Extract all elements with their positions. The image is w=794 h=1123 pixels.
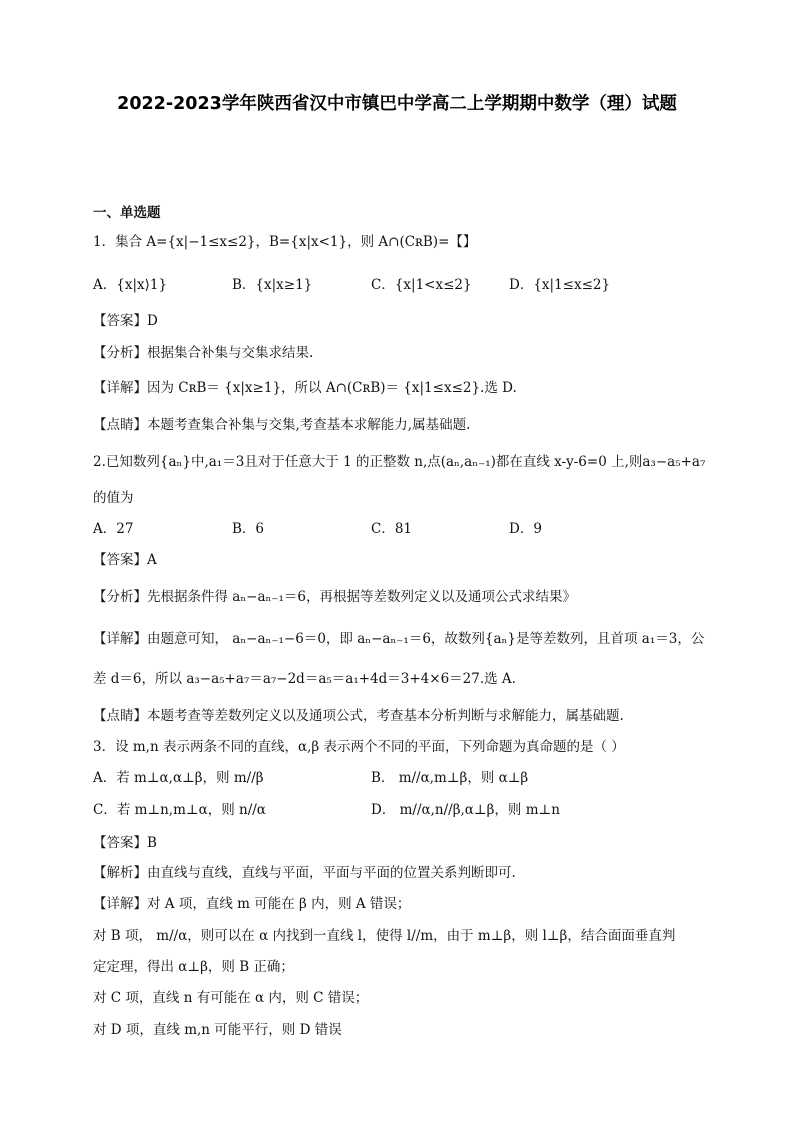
question-2-stem-cont: 的值为: [93, 490, 134, 506]
q1-option-d: D．{x|1≤x≤2}: [509, 277, 611, 293]
q3-detail-b: 对 B 项， m//α，则可以在 α 内找到一直线 l，使得 l//m，由于 m⊥β，则 l⊥β，结合面面垂直判: [93, 928, 676, 944]
q1-option-a: A．{x|x⟩1}: [93, 277, 168, 293]
q2-analysis: 【分析】先根据条件得 aₙ−aₙ₋₁＝6，再根据等差数列定义以及通项公式求结果》: [93, 589, 577, 605]
q1-comment: 【点睛】本题考查集合补集与交集,考查基本求解能力,属基础题.: [93, 417, 471, 433]
q2-detail: 【详解】由题意可知， aₙ−aₙ₋₁−6＝0，即 aₙ−aₙ₋₁＝6，故数列{aₙ}是等差数列，且首项 a₁＝3，公: [93, 631, 705, 647]
q3-option-b: B． m//α,m⊥β，则 α⊥β: [371, 770, 529, 786]
question-2-stem: 2.已知数列{aₙ}中,a₁＝3且对于任意大于 1 的正整数 n,点(aₙ,aₙ₋₁)都在直线 x-y-6=0 上,则a₃−a₅+a₇: [93, 454, 706, 470]
q1-option-b: B．{x|x≥1}: [232, 277, 313, 293]
q1-detail: 【详解】因为 CʀB＝ {x|x≥1}，所以 A∩(CʀB)＝ {x|1≤x≤2}.选 D.: [93, 380, 517, 396]
q1-analysis: 【分析】根据集合补集与交集求结果.: [93, 345, 314, 361]
q2-option-b: B．6: [232, 521, 265, 537]
q3-detail-b-cont: 定定理，得出 α⊥β，则 B 正确；: [93, 959, 294, 975]
q3-detail-c: 对 C 项，直线 n 有可能在 α 内，则 C 错误；: [93, 990, 369, 1006]
q3-detail-d: 对 D 项，直线 m,n 可能平行，则 D 错误: [93, 1022, 342, 1038]
section-heading: 一、单选题: [93, 205, 161, 221]
q3-option-c: C．若 m⊥n,m⊥α，则 n//α: [93, 802, 266, 818]
q3-answer: 【答案】B: [93, 835, 157, 851]
page-title: 2022-2023学年陕西省汉中市镇巴中学高二上学期期中数学（理）试题: [117, 94, 677, 114]
q3-detail: 【详解】对 A 项，直线 m 可能在 β 内，则 A 错误；: [93, 896, 411, 912]
q3-analysis: 【解析】由直线与直线，直线与平面，平面与平面的位置关系判断即可.: [93, 865, 516, 881]
q2-comment: 【点睛】本题考查等差数列定义以及通项公式，考查基本分析判断与求解能力，属基础题.: [93, 708, 624, 724]
q3-option-a: A．若 m⊥α,α⊥β，则 m//β: [93, 770, 264, 786]
q2-detail-cont: 差 d＝6，所以 a₃−a₅+a₇＝a₇−2d＝a₅＝a₁+4d＝3+4×6＝27.选 A.: [93, 671, 516, 687]
question-3-stem: 3．设 m,n 表示两条不同的直线，α,β 表示两个不同的平面，下列命题为真命题的是（ ）: [93, 739, 625, 755]
q1-option-c: C．{x|1<x≤2}: [371, 277, 472, 293]
q2-option-a: A．27: [93, 521, 134, 537]
question-1-stem: 1．集合 A={x|−1≤x≤2}，B={x|x<1}，则 A∩(CʀB)=【】: [93, 234, 477, 250]
q2-answer: 【答案】A: [93, 552, 157, 568]
q1-answer: 【答案】D: [93, 313, 158, 329]
q2-option-c: C．81: [371, 521, 413, 537]
q2-option-d: D．9: [509, 521, 542, 537]
q3-option-d: D． m//α,n//β,α⊥β，则 m⊥n: [371, 802, 560, 818]
